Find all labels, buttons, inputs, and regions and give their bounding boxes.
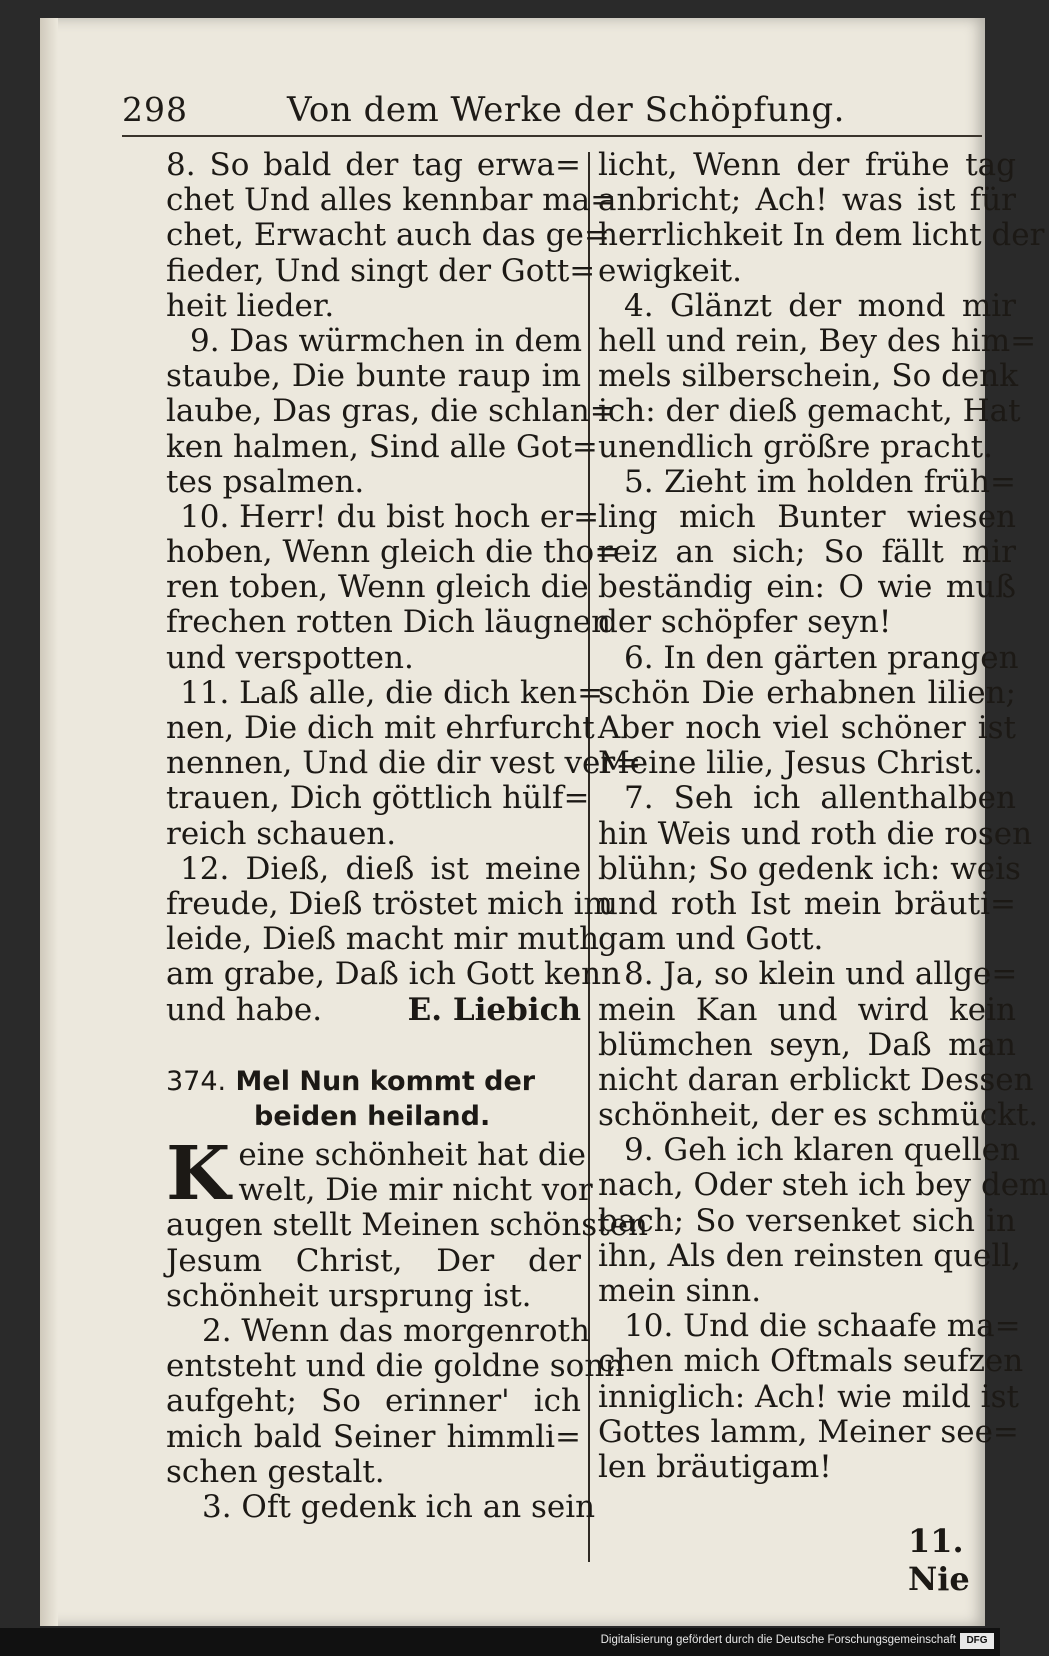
- melody-line: beiden heiland.: [254, 1100, 491, 1132]
- text-line: Meine lilie, Jesus Christ.: [598, 745, 983, 782]
- text-line: welt, Die mir nicht vor: [238, 1172, 593, 1209]
- text-line: 6. In den gärten prangen: [624, 639, 1019, 676]
- text-line: 10. Herr! du bist hoch er=: [180, 498, 600, 535]
- text-line: schönheit ursprung ist.: [166, 1277, 532, 1314]
- text-line: hell und rein, Bey des him=: [598, 322, 1037, 359]
- text-line: reich schauen.: [166, 815, 397, 852]
- text-line: leide, Dieß macht mir muth: [166, 921, 600, 958]
- text-line: ren toben, Wenn gleich die: [166, 569, 589, 606]
- running-title: Von dem Werke der Schöpfung.: [287, 90, 845, 130]
- text-line: licht, Wenn der frühe tag: [598, 147, 1016, 183]
- text-line: unendlich größre pracht.: [598, 428, 993, 465]
- text-line: frechen rotten Dich läugnen: [166, 604, 612, 641]
- text-line: nen, Die dich mit ehrfurcht: [166, 710, 595, 746]
- drop-cap: K: [166, 1131, 231, 1218]
- text-line: 7. Seh ich allenthalben: [624, 780, 1016, 817]
- text-line: augen stellt Meinen schönsten: [166, 1207, 648, 1244]
- melody-line: Mel Nun kommt der: [235, 1065, 536, 1097]
- text-line: trauen, Dich göttlich hülf=: [166, 780, 590, 817]
- text-line: blümchen seyn, Daß man: [598, 1026, 1016, 1063]
- text-line: 5. Zieht im holden früh=: [624, 463, 1016, 500]
- text-line: 8. So bald der tag erwa=: [166, 147, 581, 183]
- text-line: ewigkeit.: [598, 252, 742, 289]
- catchword: 11. Nie: [908, 1522, 970, 1598]
- funding-credit: Digitalisierung gefördert durch die Deutsche Forschungsgemeinschaft: [600, 1634, 956, 1646]
- text-line: ich: der dieß gemacht, Hat: [598, 393, 1021, 430]
- text-line: aufgeht; So erinner' ich: [166, 1383, 581, 1420]
- running-head: [122, 90, 982, 140]
- text-line: mich bald Seiner himmli=: [166, 1418, 581, 1455]
- header-rule: [122, 135, 982, 137]
- text-line: 3. Oft gedenk ich an sein: [202, 1488, 596, 1525]
- text-line: und verspotten.: [166, 639, 414, 676]
- text-line: staube, Die bunte raup im: [166, 358, 581, 395]
- text-line: freude, Dieß tröstet mich im: [166, 885, 613, 922]
- text-line: schen gestalt.: [166, 1453, 385, 1490]
- text-line-end: und habe.: [166, 991, 323, 1028]
- text-line: mein sinn.: [598, 1273, 762, 1309]
- hymn-body: [166, 1131, 648, 1525]
- text-line: reiz an sich; So fällt mir: [598, 534, 1016, 571]
- text-line: eine schönheit hat die: [238, 1137, 587, 1174]
- text-line: 4. Glänzt der mond mir: [624, 287, 1016, 324]
- text-line: 11. Laß alle, die dich ken=: [180, 674, 604, 711]
- text-line: anbricht; Ach! was ist für: [598, 182, 1016, 219]
- text-line: 2. Wenn das morgenroth: [202, 1313, 590, 1349]
- text-line: Jesum Christ, Der der: [166, 1242, 581, 1279]
- text-line: entsteht und die goldne sonn: [166, 1348, 625, 1385]
- text-line: der schöpfer seyn!: [598, 604, 892, 641]
- text-line: und roth Ist mein bräuti=: [598, 885, 1016, 922]
- text-line: ken halmen, Sind alle Got=: [166, 428, 598, 465]
- text-line: 12. Dieß, dieß ist meine: [180, 850, 581, 887]
- text-line: laube, Das gras, die schlan=: [166, 393, 616, 430]
- text-line: schönheit, der es schmückt.: [598, 1097, 1039, 1134]
- text-line: schön Die erhabnen lilien;: [598, 674, 1016, 711]
- text-line: 10. Und die schaafe ma=: [624, 1308, 1021, 1345]
- text-line: gam und Gott.: [598, 921, 824, 958]
- text-line: chen mich Oftmals seufzen: [598, 1343, 1024, 1380]
- text-line: hoben, Wenn gleich die tho=: [166, 534, 621, 571]
- text-line: 8. Ja, so klein und allge=: [624, 956, 1018, 993]
- hymn-heading: [166, 1064, 581, 1099]
- text-line: fieder, Und singt der Gott=: [166, 252, 596, 289]
- text-line: beständig ein: O wie muß: [598, 569, 1016, 606]
- text-line: nach, Oder steh ich bey dem: [598, 1167, 1049, 1204]
- text-line: [166, 993, 581, 1028]
- text-line: 9. Das würmchen in dem: [190, 322, 583, 359]
- footer-bar: [0, 1628, 1000, 1656]
- text-line: Gottes lamm, Meiner see=: [598, 1413, 1019, 1450]
- text-line: hin Weis und roth die rosen: [598, 815, 1033, 852]
- text-line: ling mich Bunter wiesen: [598, 498, 1016, 535]
- text-line: 9. Geh ich klaren quellen: [624, 1132, 1020, 1169]
- text-line: tes psalmen.: [166, 463, 365, 500]
- right-column: [598, 147, 1049, 1485]
- text-line: inniglich: Ach! wie mild ist: [598, 1378, 1019, 1415]
- author-signature: E. Liebich: [407, 991, 581, 1028]
- text-line: mels silberschein, So denk: [598, 358, 1019, 395]
- hymn-number: 374.: [166, 1065, 227, 1097]
- spacer: [166, 1028, 581, 1064]
- text-line: bach; So versenket sich in: [598, 1202, 1016, 1239]
- left-column: [166, 147, 648, 1525]
- text-line: herrlichkeit In dem licht der: [598, 217, 1045, 254]
- text-line: ihn, Als den reinsten quell,: [598, 1237, 1022, 1274]
- text-line: chet Und alles kennbar ma=: [166, 182, 617, 219]
- text-line: Aber noch viel schöner ist: [598, 710, 1016, 746]
- text-line: mein Kan und wird kein: [598, 991, 1016, 1028]
- dfg-logo: DFG: [960, 1633, 994, 1649]
- text-line: chet, Erwacht auch das ge=: [166, 217, 610, 254]
- book-page: [40, 18, 1049, 1626]
- text-line: nicht daran erblickt Dessen: [598, 1061, 1034, 1098]
- text-line: nennen, Und die dir vest ver=: [166, 745, 642, 782]
- text-line: blühn; So gedenk ich: weis: [598, 850, 1021, 887]
- text-line: len bräutigam!: [598, 1448, 832, 1485]
- text-line: am grabe, Daß ich Gott kenn: [166, 956, 622, 993]
- page-number: 298: [122, 90, 188, 129]
- text-line: heit lieder.: [166, 287, 335, 324]
